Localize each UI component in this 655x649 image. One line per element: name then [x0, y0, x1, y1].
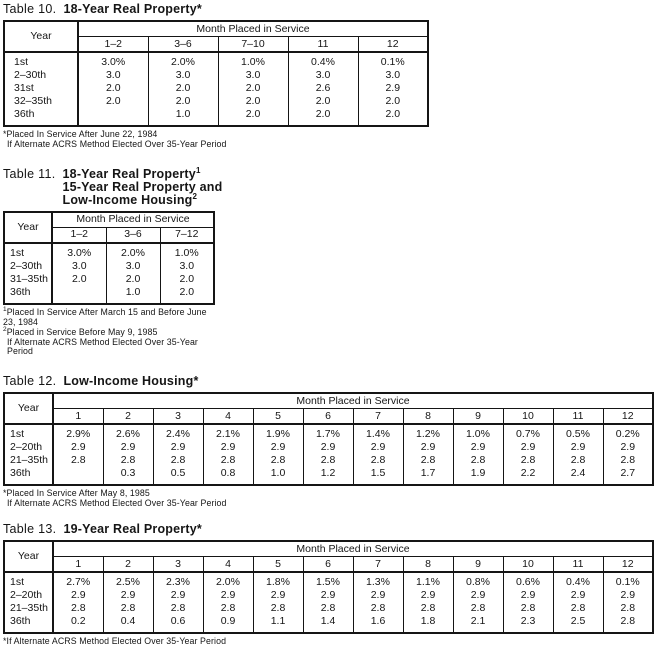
value-cell: 2.0 — [179, 272, 195, 285]
table-number: Table 13. — [3, 522, 57, 537]
value-cell: 3.0 — [385, 69, 401, 81]
table-row — [4, 69, 428, 82]
value-cell: 1.6 — [353, 615, 403, 633]
value-cell: 2.8 — [453, 602, 503, 615]
month-range-header: 2 — [103, 409, 153, 425]
value-cell: 2.9 — [620, 589, 636, 602]
footnote: If Alternate ACRS Method Elected Over 35-Year Period — [7, 138, 227, 149]
value-cell: 0.1% — [615, 576, 640, 589]
month-range-header: 11 — [553, 557, 603, 573]
superscript-marker: 2 — [3, 325, 7, 333]
value-cell: 0.7% — [503, 424, 553, 441]
value-cell: 2.8 — [103, 602, 153, 615]
value-cell: 2.4 — [553, 467, 603, 485]
value-cell: 2.9 — [403, 441, 453, 454]
value-cell: 1.5% — [303, 572, 353, 589]
value-cell: 1.9% — [253, 424, 303, 441]
year-cell: 1st — [4, 572, 53, 589]
value-cell: 0.4 — [103, 615, 153, 633]
year-cell: 1st — [4, 424, 53, 441]
value-cell: 2.0 — [106, 273, 160, 286]
table-10 — [3, 20, 429, 127]
value-cell: 2.8 — [553, 602, 603, 615]
table-13-title — [3, 523, 655, 536]
value-cell — [78, 108, 148, 126]
value-cell: 3.0 — [148, 69, 218, 82]
value-cell — [52, 286, 106, 304]
table-13 — [3, 540, 654, 634]
value-cell: 2.0 — [148, 95, 218, 108]
table-13-footnotes — [3, 637, 655, 647]
table-title-line: Low-Income Housing* — [63, 374, 199, 389]
table-number: Table 12. — [3, 374, 57, 389]
value-cell: 2.8 — [203, 602, 253, 615]
table-11-section — [3, 165, 655, 358]
footnote: $^2$Placed in Service Before May 9, 1985 — [3, 325, 158, 337]
table-title-line: 19-Year Real Property* — [63, 522, 202, 537]
table-row — [4, 424, 653, 441]
year-cell: 21–35th — [4, 602, 53, 615]
value-cell: 1.2 — [303, 467, 353, 485]
superscript-marker: 1 — [3, 305, 7, 313]
table-11-title — [3, 165, 655, 207]
value-cell: 2.8 — [353, 454, 403, 467]
table-title-line: 18-Year Real Property$^1$ — [62, 165, 201, 181]
year-column-header: Year — [4, 212, 52, 243]
value-cell: 1.8% — [253, 572, 303, 589]
table-row — [4, 286, 214, 304]
year-cell: 2–30th — [4, 69, 78, 82]
month-range-header: 5 — [253, 409, 303, 425]
footnote: If Alternate ACRS Method Elected Over 35-Year Period — [7, 498, 227, 509]
footnote: *Placed In Service After May 8, 1985 — [3, 488, 150, 499]
value-cell: 2.8 — [203, 454, 253, 467]
year-column-header: Year — [4, 21, 78, 52]
table-row — [4, 108, 428, 126]
value-cell: 1.8 — [403, 615, 453, 633]
value-cell: 1.3% — [353, 572, 403, 589]
month-placed-in-service-header: Month Placed in Service — [53, 541, 653, 557]
year-cell: 36th — [4, 467, 53, 485]
value-cell: 2.8 — [620, 454, 636, 467]
table-11 — [3, 211, 215, 305]
value-cell: 0.8 — [203, 467, 253, 485]
year-cell: 32–35th — [4, 95, 78, 108]
value-cell: 2.3 — [503, 615, 553, 633]
value-cell: 1.0 — [148, 108, 218, 126]
value-cell: 0.6% — [503, 572, 553, 589]
value-cell: 3.0 — [179, 259, 195, 272]
year-cell: 36th — [4, 286, 52, 304]
year-cell: 36th — [4, 108, 78, 126]
value-cell: 0.3 — [103, 467, 153, 485]
value-cell: 0.8% — [453, 572, 503, 589]
value-cell: 2.0 — [78, 82, 148, 95]
value-cell: 2.0 — [288, 95, 358, 108]
value-cell: 2.7 — [620, 467, 636, 480]
value-cell: 2.9 — [253, 589, 303, 602]
value-cell: 2.0 — [385, 108, 401, 120]
month-range-header: 7 — [353, 409, 403, 425]
value-cell: 2.8 — [303, 602, 353, 615]
value-cell: 2.0 — [78, 95, 148, 108]
month-range-header: 8 — [403, 557, 453, 573]
value-cell: 0.9 — [203, 615, 253, 633]
month-range-header: 8 — [403, 409, 453, 425]
year-cell: 2–20th — [4, 589, 53, 602]
value-cell: 2.9 — [153, 441, 203, 454]
value-cell: 2.9 — [553, 441, 603, 454]
table-row — [4, 441, 653, 454]
value-cell: 1.5 — [353, 467, 403, 485]
value-cell: 1.7% — [303, 424, 353, 441]
table-10-section — [3, 3, 655, 150]
value-cell: 2.9 — [620, 441, 636, 454]
table-12 — [3, 392, 654, 486]
month-range-header: 7 — [353, 557, 403, 573]
value-cell: 3.0 — [106, 260, 160, 273]
value-cell: 2.8 — [253, 454, 303, 467]
value-cell: 2.3% — [153, 572, 203, 589]
year-cell: 21–35th — [4, 454, 53, 467]
table-row — [4, 82, 428, 95]
value-cell: 2.9 — [403, 589, 453, 602]
value-cell: 0.4% — [288, 52, 358, 69]
footnote: $^1$Placed In Service After March 15 and Before June 23, 1984 — [3, 305, 207, 327]
month-range-header: 1 — [53, 557, 103, 573]
superscript-marker: 2 — [192, 191, 198, 201]
year-column-header: Year — [4, 393, 53, 424]
document-page — [3, 3, 655, 647]
footnote: *If Alternate ACRS Method Elected Over 35-Year Period — [3, 636, 227, 647]
value-cell: 3.0 — [218, 69, 288, 82]
value-cell: 0.4% — [553, 572, 603, 589]
value-cell: 1.0% — [218, 52, 288, 69]
value-cell: 0.2 — [53, 615, 103, 633]
value-cell: 2.9 — [253, 441, 303, 454]
value-cell: 1.1 — [253, 615, 303, 633]
superscript-marker: 1 — [195, 165, 201, 175]
value-cell: 2.9% — [53, 424, 103, 441]
value-cell: 2.8 — [253, 602, 303, 615]
value-cell: 3.0% — [78, 52, 148, 69]
table-row — [4, 615, 653, 633]
month-range-header: 3–6 — [148, 37, 218, 53]
value-cell: 2.9 — [553, 589, 603, 602]
year-cell: 31st — [4, 82, 78, 95]
table-10-footnotes — [3, 130, 655, 150]
value-cell: 3.0 — [52, 260, 106, 273]
month-range-header: 6 — [303, 557, 353, 573]
value-cell: 2.5 — [553, 615, 603, 633]
month-range-header: 11 — [553, 409, 603, 425]
table-number: Table 10. — [3, 2, 57, 16]
month-range-header: 1 — [53, 409, 103, 425]
value-cell: 2.0 — [148, 82, 218, 95]
value-cell: 1.0% — [453, 424, 503, 441]
value-cell: 2.9 — [453, 589, 503, 602]
month-range-header: 10 — [503, 557, 553, 573]
value-cell: 2.8 — [620, 602, 636, 615]
month-placed-in-service-header: Month Placed in Service — [52, 212, 214, 228]
value-cell: 2.0 — [218, 95, 288, 108]
value-cell: 0.2% — [615, 428, 640, 441]
table-row — [4, 454, 653, 467]
month-range-header: 9 — [453, 409, 503, 425]
value-cell: 2.1% — [203, 424, 253, 441]
value-cell: 2.9 — [453, 441, 503, 454]
value-cell: 2.8 — [453, 454, 503, 467]
month-range-header: 9 — [453, 557, 503, 573]
value-cell: 2.8 — [153, 454, 203, 467]
value-cell: 2.0% — [203, 572, 253, 589]
value-cell: 2.0 — [385, 95, 401, 107]
value-cell: 2.0 — [52, 273, 106, 286]
table-13-section — [3, 523, 655, 647]
footnote: If Alternate ACRS Method Elected Over 35-Year Period — [7, 336, 198, 357]
value-cell: 2.0% — [148, 52, 218, 69]
year-cell: 36th — [4, 615, 53, 633]
table-row — [4, 95, 428, 108]
value-cell: 2.9 — [203, 441, 253, 454]
month-range-header: 12 — [386, 37, 399, 50]
value-cell — [53, 467, 103, 485]
value-cell: 2.9 — [303, 589, 353, 602]
table-row — [4, 243, 214, 260]
value-cell: 2.8 — [303, 454, 353, 467]
table-title-line: 18-Year Real Property* — [63, 2, 202, 16]
value-cell: 1.0 — [106, 286, 160, 304]
month-range-header: 1–2 — [78, 37, 148, 53]
table-title-lines — [63, 3, 202, 16]
value-cell: 1.1% — [403, 572, 453, 589]
value-cell: 2.8 — [53, 602, 103, 615]
table-title-lines — [63, 375, 198, 388]
year-cell: 31–35th — [4, 273, 52, 286]
month-placed-in-service-header: Month Placed in Service — [53, 393, 653, 409]
month-range-header: 10 — [503, 409, 553, 425]
value-cell: 2.4% — [153, 424, 203, 441]
value-cell: 2.8 — [153, 602, 203, 615]
value-cell: 2.8 — [620, 615, 636, 628]
year-cell: 1st — [4, 243, 52, 260]
value-cell: 2.0 — [218, 108, 288, 126]
month-range-header: 1–2 — [52, 227, 106, 243]
table-11-footnotes — [3, 305, 218, 358]
table-row — [4, 589, 653, 602]
table-12-section — [3, 375, 655, 509]
value-cell: 2.8 — [53, 454, 103, 467]
value-cell: 2.9 — [503, 589, 553, 602]
table-row — [4, 273, 214, 286]
month-range-header: 3 — [153, 409, 203, 425]
value-cell: 3.0 — [288, 69, 358, 82]
month-range-header: 7–10 — [218, 37, 288, 53]
table-title-lines — [63, 523, 202, 536]
value-cell: 2.9 — [53, 441, 103, 454]
value-cell: 2.6 — [288, 82, 358, 95]
year-cell: 1st — [4, 52, 78, 69]
value-cell: 2.7% — [53, 572, 103, 589]
value-cell: 2.8 — [103, 454, 153, 467]
table-12-footnotes — [3, 489, 655, 509]
table-row — [4, 602, 653, 615]
value-cell: 0.5 — [153, 467, 203, 485]
value-cell: 2.8 — [353, 602, 403, 615]
value-cell: 2.9 — [103, 589, 153, 602]
month-range-header: 12 — [621, 409, 634, 422]
table-12-title — [3, 375, 655, 388]
value-cell: 2.5% — [103, 572, 153, 589]
value-cell: 2.9 — [385, 82, 401, 94]
footnote: *Placed In Service After June 22, 1984 — [3, 129, 158, 139]
month-range-header: 5 — [253, 557, 303, 573]
value-cell: 3.0% — [52, 243, 106, 260]
table-number: Table 11. — [3, 166, 56, 181]
value-cell: 3.0 — [78, 69, 148, 82]
value-cell: 2.0 — [218, 82, 288, 95]
value-cell: 2.8 — [503, 454, 553, 467]
value-cell: 2.9 — [153, 589, 203, 602]
month-range-header: 2 — [103, 557, 153, 573]
table-row — [4, 52, 428, 69]
value-cell: 2.6% — [103, 424, 153, 441]
month-range-header: 11 — [288, 37, 358, 53]
table-row — [4, 467, 653, 485]
year-cell: 2–20th — [4, 441, 53, 454]
value-cell: 2.9 — [353, 589, 403, 602]
value-cell: 0.5% — [553, 424, 603, 441]
value-cell: 0.6 — [153, 615, 203, 633]
value-cell: 1.2% — [403, 424, 453, 441]
value-cell: 0.1% — [380, 56, 405, 68]
month-range-header: 12 — [621, 557, 634, 570]
month-range-header: 4 — [203, 557, 253, 573]
value-cell: 2.9 — [53, 589, 103, 602]
month-range-header: 6 — [303, 409, 353, 425]
table-title-lines — [62, 165, 223, 207]
month-range-header: 3 — [153, 557, 203, 573]
value-cell: 2.9 — [303, 441, 353, 454]
value-cell: 2.8 — [553, 454, 603, 467]
table-row — [4, 572, 653, 589]
month-range-header: 4 — [203, 409, 253, 425]
value-cell: 2.0 — [288, 108, 358, 126]
value-cell: 1.7 — [403, 467, 453, 485]
month-range-header: 7–12 — [175, 228, 199, 241]
value-cell: 2.0 — [179, 285, 195, 298]
year-cell: 2–30th — [4, 260, 52, 273]
value-cell: 2.9 — [353, 441, 403, 454]
year-column-header: Year — [4, 541, 53, 572]
value-cell: 2.2 — [503, 467, 553, 485]
value-cell: 2.9 — [503, 441, 553, 454]
value-cell: 1.4% — [353, 424, 403, 441]
value-cell: 1.9 — [453, 467, 503, 485]
value-cell: 2.9 — [203, 589, 253, 602]
table-10-title — [3, 3, 655, 16]
value-cell: 1.0 — [253, 467, 303, 485]
table-row — [4, 260, 214, 273]
table-title-line: Low-Income Housing$^2$ — [62, 191, 198, 207]
value-cell: 2.8 — [403, 602, 453, 615]
value-cell: 2.0% — [106, 243, 160, 260]
table-title-line: 15-Year Real Property and — [62, 179, 223, 194]
value-cell: 2.1 — [453, 615, 503, 633]
month-range-header: 3–6 — [106, 227, 160, 243]
month-placed-in-service-header: Month Placed in Service — [78, 21, 428, 37]
value-cell: 2.8 — [503, 602, 553, 615]
value-cell: 2.8 — [403, 454, 453, 467]
value-cell: 2.9 — [103, 441, 153, 454]
value-cell: 1.0% — [174, 246, 199, 259]
value-cell: 1.4 — [303, 615, 353, 633]
